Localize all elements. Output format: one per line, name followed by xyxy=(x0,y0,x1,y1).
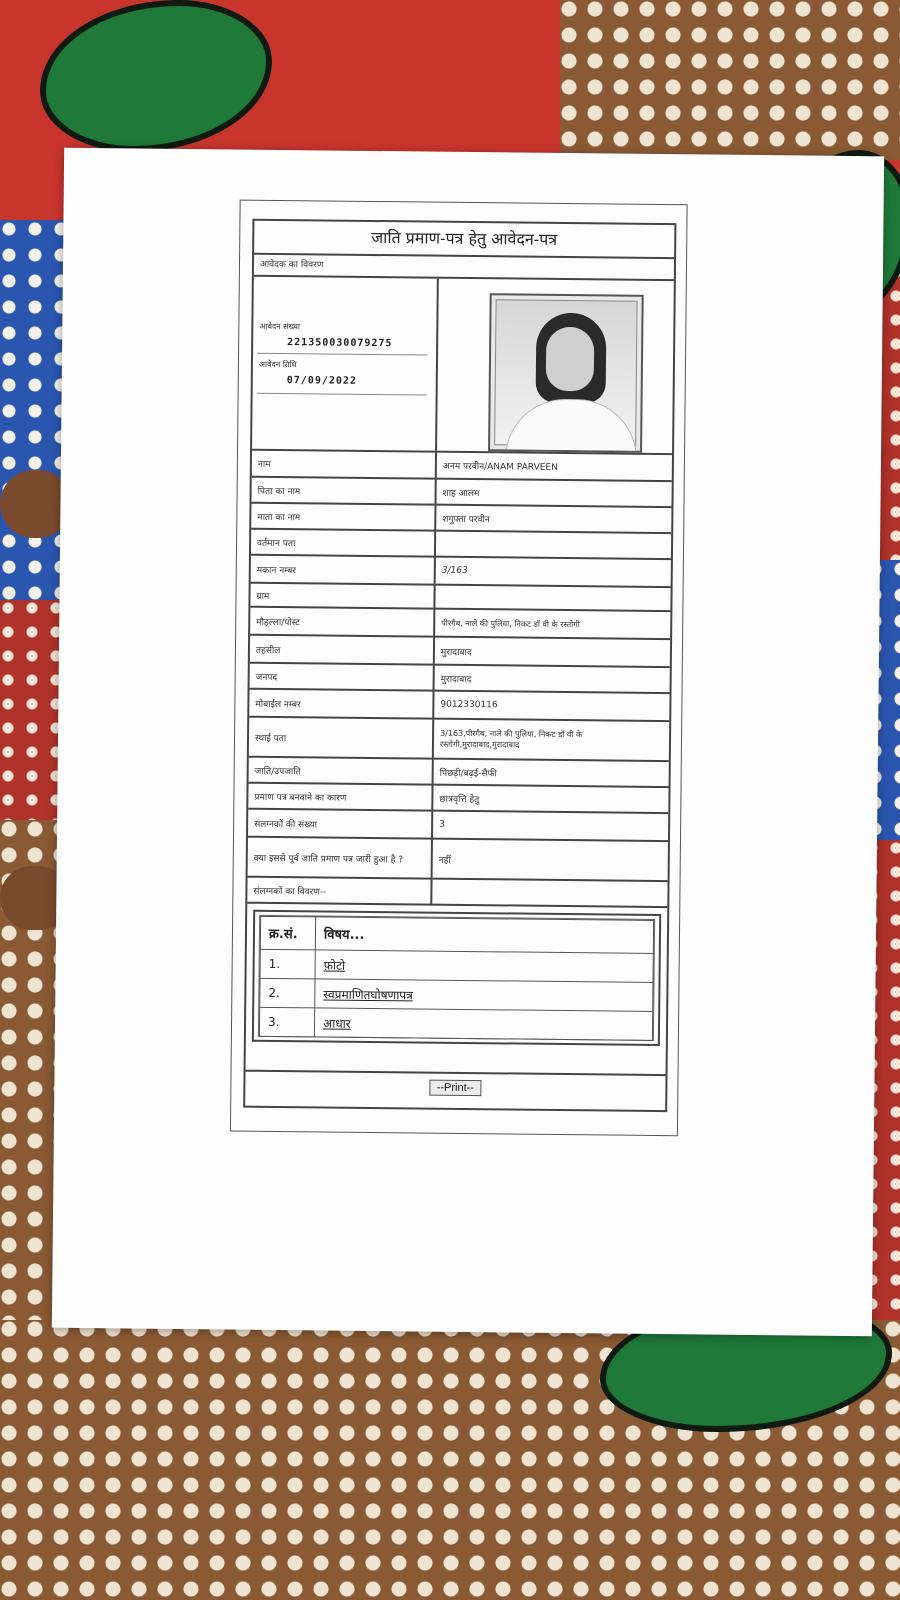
table-row xyxy=(251,555,671,587)
application-number: 221350030079275 xyxy=(287,337,393,350)
row-label: क्या इससे पूर्व जाति प्रमाण पत्र जारी हुआ है ? xyxy=(248,837,432,879)
row-label: जाति/उपजाति xyxy=(249,757,433,785)
row-value: अनम परवीन/ANAM PARVEEN xyxy=(436,453,672,481)
row-value: पीरगैब, नाले की पुलिया, निकट डॉ वी के रस्तोगी xyxy=(434,609,670,639)
row-value: 3/163,पीरगैब, नाले की पुलिया, निकट डॉ वी के रस्तोगी,मुरादाबाद,मुरादाबाद xyxy=(433,719,669,761)
row-label: संलग्नकों का विवरण-- xyxy=(247,877,431,905)
row-label: पिता का नाम xyxy=(251,477,435,505)
print-row xyxy=(245,1070,665,1110)
row-value xyxy=(431,879,667,907)
subject-header: विषय... xyxy=(315,917,653,954)
application-date: 07/09/2022 xyxy=(286,375,358,387)
row-value xyxy=(434,585,670,611)
row-value: 3/163 xyxy=(435,557,671,587)
row-label: मोबाईल नम्बर xyxy=(249,689,433,719)
row-label: तहसील xyxy=(250,635,434,665)
table-row xyxy=(250,635,670,667)
attachment-link-photo[interactable]: फ़ोटो xyxy=(323,958,346,973)
row-label: नाम xyxy=(252,451,436,479)
row-value: छात्रवृत्ति हेतु xyxy=(432,785,668,813)
attachment-row xyxy=(260,949,653,982)
table-row xyxy=(248,809,668,841)
row-value: मुरादाबाद xyxy=(434,665,670,693)
divider xyxy=(257,353,427,356)
print-button[interactable]: --Print-- xyxy=(430,1080,481,1097)
attachments-table xyxy=(259,916,654,1041)
attachment-no: 3. xyxy=(259,1007,314,1037)
table-row xyxy=(248,837,668,881)
cloth-brown-top xyxy=(560,0,900,160)
application-date-label: आवेदन तिथि xyxy=(258,359,297,370)
row-value xyxy=(435,531,671,559)
row-label: वर्तमान पता xyxy=(251,529,435,557)
applicant-details-heading: आवेदक का विवरण xyxy=(254,255,674,281)
row-value: शाह आलम xyxy=(435,479,671,507)
row-value: 3 xyxy=(432,811,668,841)
application-info xyxy=(252,277,439,451)
attachments-header xyxy=(260,916,653,953)
application-info-area xyxy=(252,277,674,455)
table-row xyxy=(249,689,669,721)
caste-certificate-application-form xyxy=(243,219,676,1112)
row-value: 9012330116 xyxy=(433,691,669,721)
table-row xyxy=(250,607,670,639)
row-label: ग्राम xyxy=(250,583,434,609)
applicant-photo xyxy=(488,293,644,453)
form-title: जाति प्रमाण-पत्र हेतु आवेदन-पत्र xyxy=(254,221,674,259)
attachment-link-self-declaration[interactable]: स्वप्रमाणितघोषणापत्र xyxy=(323,986,413,1002)
attachment-link-aadhaar[interactable]: आधार xyxy=(322,1015,351,1031)
row-value: शगुफ्ता परवीन xyxy=(435,505,671,533)
details-table xyxy=(247,451,672,908)
attachments-box xyxy=(252,910,661,1046)
row-label: मौहल्ला/पोस्ट xyxy=(250,607,434,637)
row-value: मुरादाबाद xyxy=(434,637,670,667)
row-label: मकान नम्बर xyxy=(251,555,435,585)
table-row xyxy=(247,877,667,907)
serial-header: क्र.सं. xyxy=(260,916,315,950)
row-value: नहीं xyxy=(432,839,668,881)
application-number-label: आवेदन संख्या xyxy=(259,321,301,332)
row-label: संलग्नकों की संख्या xyxy=(248,809,432,839)
attachment-row xyxy=(260,978,653,1011)
row-label: जनपद xyxy=(250,663,434,691)
row-label: स्थाई पता xyxy=(249,717,433,759)
row-label: माता का नाम xyxy=(251,503,435,531)
attachment-row xyxy=(259,1007,652,1040)
divider xyxy=(257,393,427,396)
paper-sheet xyxy=(52,148,884,1337)
attachment-no: 1. xyxy=(260,949,315,979)
form-border xyxy=(230,200,688,1137)
attachment-no: 2. xyxy=(260,978,315,1008)
table-row xyxy=(249,717,669,761)
row-value: पिछड़ी/बढ़ई-सैफी xyxy=(433,759,669,787)
row-label: प्रमाण पत्र बनवाने का कारण xyxy=(248,783,432,811)
